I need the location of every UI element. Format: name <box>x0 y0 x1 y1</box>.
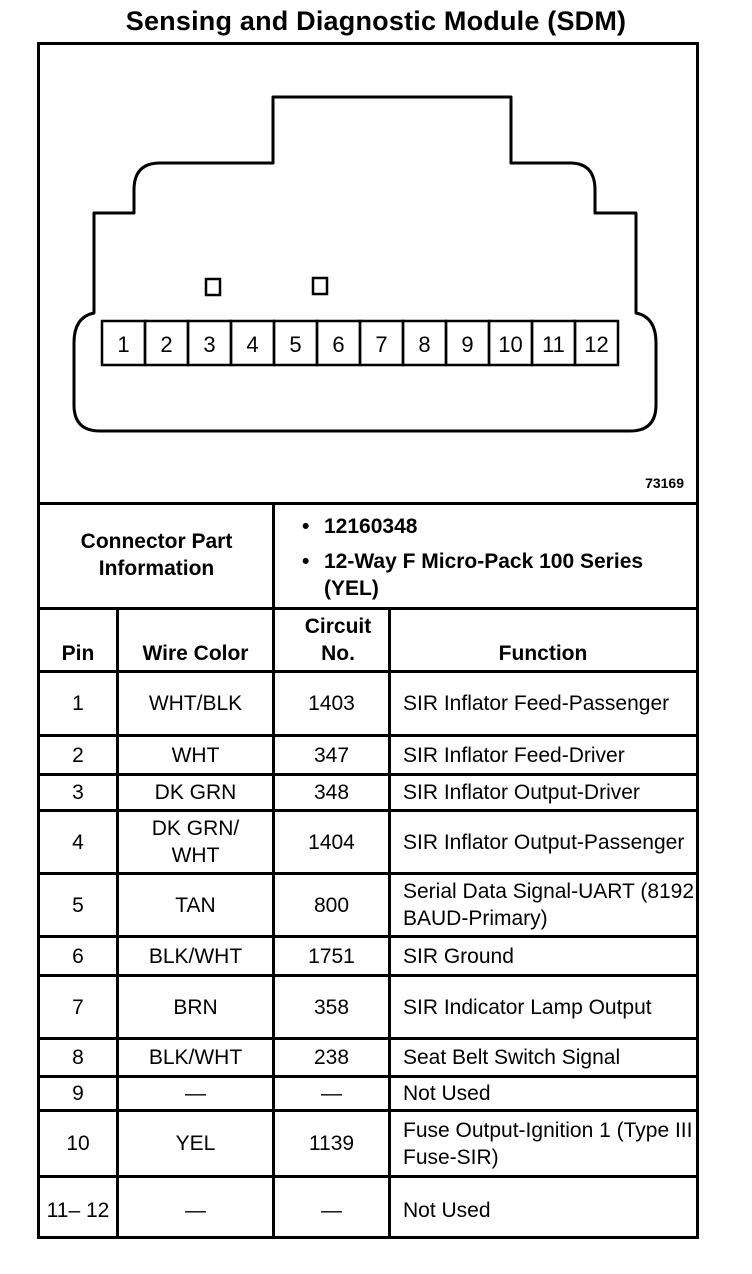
row-divider <box>40 872 696 875</box>
cell-function: SIR Indicator Lamp Output <box>403 995 652 1019</box>
cell-wire-color: WHT/BLK <box>148 692 243 715</box>
header-function: Function <box>498 642 588 665</box>
part-description: • 12-Way F Micro-Pack 100 Series (YEL) <box>298 548 688 602</box>
pin-label: 11 <box>542 332 565 357</box>
connector-part-list <box>298 513 688 610</box>
cell-function: SIR Inflator Feed-Passenger <box>403 692 670 715</box>
row-divider <box>40 734 696 737</box>
pin-label: 8 <box>418 332 431 357</box>
cell-wire-color: DK GRN/ WHT <box>151 817 240 867</box>
cell-circuit-no: 1403 <box>308 692 355 715</box>
cell-function: Not Used <box>403 1082 491 1105</box>
connector-table-frame <box>37 42 699 1239</box>
cell-pin: 4 <box>72 830 84 854</box>
connector-face-drawing <box>40 45 696 502</box>
figure-number: 73169 <box>645 475 684 491</box>
cell-wire-color: BRN <box>173 995 218 1019</box>
connector-housing-outline <box>74 97 656 431</box>
cell-pin: 9 <box>72 1082 84 1105</box>
column-divider <box>116 607 119 1236</box>
cell-pin: 8 <box>72 1046 84 1069</box>
cell-function: SIR Inflator Feed-Driver <box>403 743 625 767</box>
row-divider <box>40 1037 696 1040</box>
pin-label: 6 <box>332 332 345 357</box>
cell-circuit-no: 1404 <box>308 830 355 854</box>
cell-pin: 3 <box>72 781 84 804</box>
row-divider <box>40 974 696 977</box>
cell-function: SIR Ground <box>403 944 514 968</box>
cell-circuit-no: 238 <box>313 1046 350 1069</box>
row-divider <box>40 1075 696 1078</box>
cell-pin: 1 <box>72 692 84 715</box>
pin-label: 4 <box>246 332 259 357</box>
cell-pin: 11– 12 <box>46 1198 110 1222</box>
header-wire-color: Wire Color <box>142 642 249 665</box>
row-divider <box>40 935 696 938</box>
cell-circuit-no: 358 <box>313 995 350 1019</box>
cell-circuit-no: 800 <box>313 893 350 917</box>
pin-label: 7 <box>375 332 388 357</box>
cell-wire-color: WHT <box>171 743 220 767</box>
cell-circuit-no: 1139 <box>308 1132 355 1155</box>
cell-function: SIR Inflator Output-Passenger <box>403 830 685 854</box>
pin-label: 9 <box>461 332 474 357</box>
cell-function: SIR Inflator Output-Driver <box>403 781 640 804</box>
part-number: • 12160348 <box>298 513 688 540</box>
pin-label: 2 <box>160 332 173 357</box>
latch-window-left <box>206 279 220 295</box>
cell-function: Serial Data Signal-UART (8192 BAUD-Primary) <box>403 880 695 930</box>
cell-wire-color: YEL <box>175 1132 216 1155</box>
cell-function: Seat Belt Switch Signal <box>403 1046 621 1069</box>
pin-label: 3 <box>203 332 216 357</box>
cell-wire-color: BLK/WHT <box>148 1046 243 1069</box>
cell-wire-color: — <box>185 1198 206 1222</box>
cell-wire-color: — <box>185 1082 206 1105</box>
header-circuit-no: Circuit No. <box>304 615 372 665</box>
pin-label: 1 <box>117 332 130 357</box>
cell-circuit-no: 347 <box>313 743 350 767</box>
pin-label: 5 <box>289 332 302 357</box>
row-divider <box>40 1175 696 1178</box>
cell-wire-color: DK GRN <box>154 781 237 804</box>
pin-row <box>102 321 618 365</box>
row-divider <box>40 809 696 812</box>
cell-circuit-no: — <box>321 1082 342 1105</box>
pin-label: 12 <box>584 332 609 357</box>
column-divider <box>272 607 275 1236</box>
cell-circuit-no: 348 <box>313 781 350 804</box>
cell-function: Not Used <box>403 1198 491 1222</box>
pin-label: 10 <box>498 332 523 357</box>
column-divider <box>388 607 391 1236</box>
cell-pin: 2 <box>72 743 84 767</box>
cell-pin: 6 <box>72 944 84 968</box>
cell-pin: 5 <box>72 893 84 917</box>
page-title: Sensing and Diagnostic Module (SDM) <box>125 6 627 36</box>
row-divider <box>40 1109 696 1112</box>
cell-circuit-no: — <box>321 1198 342 1222</box>
header-divider <box>40 670 696 673</box>
cell-function: Fuse Output-Ignition 1 (Type III Fuse-SIR) <box>403 1118 693 1169</box>
cell-wire-color: BLK/WHT <box>148 944 243 968</box>
cell-pin: 10 <box>66 1132 90 1155</box>
diagram-divider <box>40 502 696 505</box>
header-pin: Pin <box>61 642 95 665</box>
cell-wire-color: TAN <box>175 893 216 917</box>
header-top-divider <box>40 607 696 610</box>
connector-info-divider <box>272 502 275 608</box>
connector-diagram <box>40 45 696 502</box>
cell-pin: 7 <box>72 995 84 1019</box>
connector-info-label: Connector Part Information <box>80 530 233 580</box>
latch-window-right <box>313 278 327 294</box>
row-divider <box>40 773 696 776</box>
cell-circuit-no: 1751 <box>308 944 355 968</box>
